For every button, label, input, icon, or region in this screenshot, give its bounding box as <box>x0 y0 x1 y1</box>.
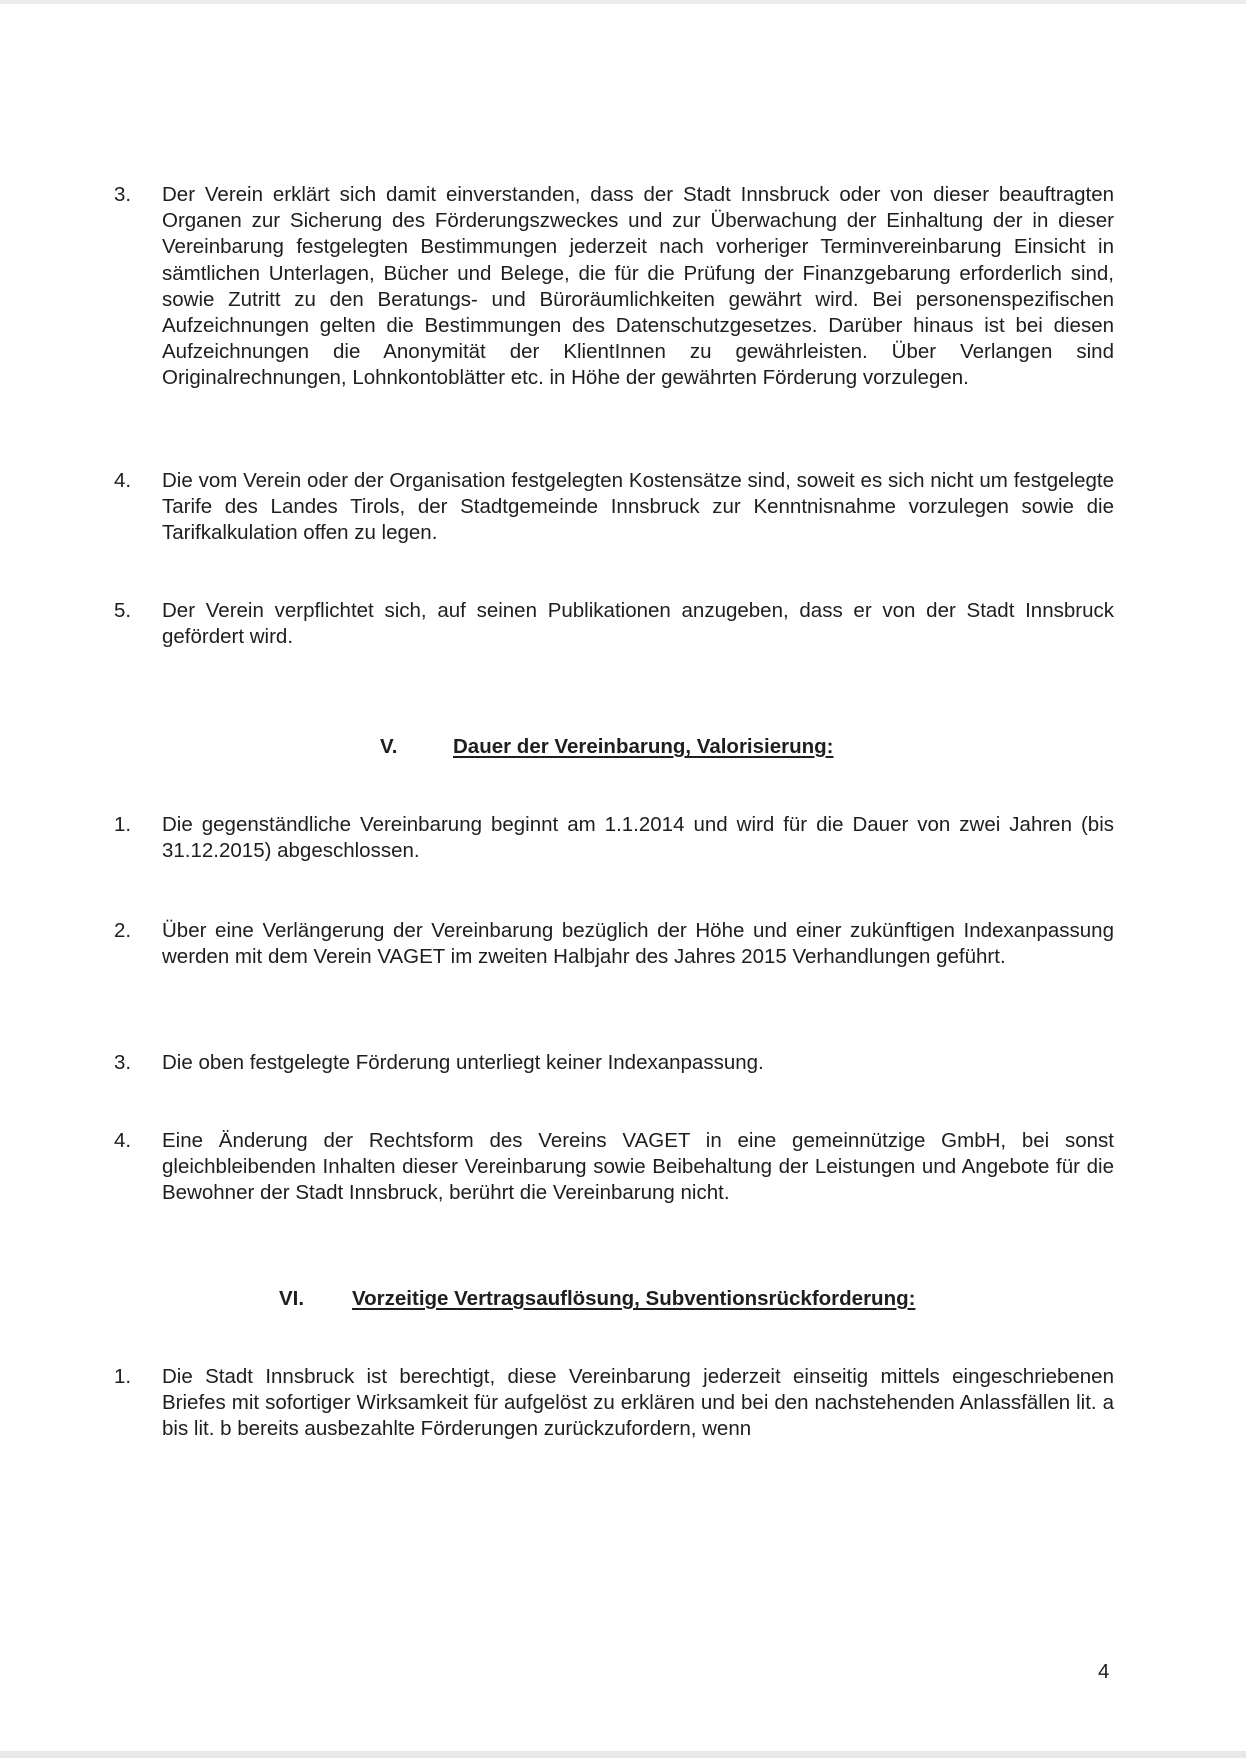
scan-edge-bottom <box>0 1751 1246 1758</box>
clause-v-4 <box>114 1128 1114 1207</box>
page-number: 4 <box>1098 1660 1110 1683</box>
section-roman-numeral: V. <box>380 735 398 758</box>
clause-iv-5 <box>114 598 1114 650</box>
clause-vi-1 <box>114 1364 1114 1443</box>
clause-number: 5. <box>114 599 132 622</box>
clause-text: Die oben festgelegte Förderung unterliegt keiner Indexanpassung. <box>162 1051 764 1074</box>
clause-text: Die vom Verein oder der Organisation festgelegten Kostensätze sind, soweit es sich nicht um festgelegte Tarife des Landes Tirols, der Stadtgemeinde Innsbruck zur Kenntnisnahme vorzulegen sowie die Tarifkalkulation offen zu legen. <box>162 469 1114 545</box>
clause-v-2 <box>114 918 1114 970</box>
clause-text: Der Verein erklärt sich damit einverstanden, dass der Stadt Innsbruck oder von dieser beauftragten Organen zur Sicherung des Förderungszweckes und zur Überwachung der Einhaltung der in dieser Vereinbarung festgelegten Bestimmungen jederzeit nach vorheriger Terminvereinbarung Einsicht in sämtlichen Unterlagen, Bücher und Belege, die für die Prüfung der Finanzgebarung erforderlich sind, sowie Zutritt zu den Beratungs- und Büroräumlichkeiten gewährt wird. Bei personenspezifischen Aufzeichnungen gelten die Bestimmungen des Datenschutzgesetzes. Darüber hinaus ist bei diesen Aufzeichnungen die Anonymität der KlientInnen zu gewährleisten. Über Verlangen sind Originalrechnungen, Lohnkontoblätter etc. in Höhe der gewährten Förderung vorzulegen. <box>162 183 1114 390</box>
section-title: Dauer der Vereinbarung, Valorisierung: <box>453 735 834 758</box>
clause-text: Der Verein verpflichtet sich, auf seinen Publikationen anzugeben, dass er von der Stadt Innsbruck gefördert wird. <box>162 599 1114 649</box>
section-title: Vorzeitige Vertragsauflösung, Subventionsrückforderung: <box>352 1287 916 1310</box>
clause-v-3 <box>114 1050 1114 1076</box>
clause-number: 3. <box>114 183 132 206</box>
clause-text: Über eine Verlängerung der Vereinbarung bezüglich der Höhe und einer zukünftigen Indexanpassung werden mit dem Verein VAGET im zweiten Halbjahr des Jahres 2015 Verhandlungen geführt. <box>162 919 1114 969</box>
section-v-heading <box>380 734 834 760</box>
clause-v-1 <box>114 812 1114 864</box>
clause-text: Die Stadt Innsbruck ist berechtigt, diese Vereinbarung jederzeit einseitig mittels eingeschriebenen Briefes mit sofortiger Wirksamkeit für aufgelöst zu erklären und bei den nachstehenden Anlassfällen lit. a bis lit. b bereits ausbezahlte Förderungen zurückzufordern, wenn <box>162 1365 1114 1441</box>
clause-number: 1. <box>114 813 132 836</box>
clause-number: 3. <box>114 1051 132 1074</box>
clause-text: Eine Änderung der Rechtsform des Vereins VAGET in eine gemeinnützige GmbH, bei sonst gleichbleibenden Inhalten dieser Vereinbarung sowie Beibehaltung der Leistungen und Angebote für die Bewohner der Stadt Innsbruck, berührt die Vereinbarung nicht. <box>162 1129 1114 1205</box>
clause-number: 1. <box>114 1365 132 1388</box>
clause-number: 4. <box>114 469 132 492</box>
clause-text: Die gegenständliche Vereinbarung beginnt am 1.1.2014 und wird für die Dauer von zwei Jahren (bis 31.12.2015) abgeschlossen. <box>162 813 1114 863</box>
clause-number: 2. <box>114 919 132 942</box>
scan-edge-top <box>0 0 1246 4</box>
clause-iv-3 <box>114 182 1114 392</box>
clause-number: 4. <box>114 1129 132 1152</box>
section-vi-heading <box>279 1286 915 1312</box>
section-roman-numeral: VI. <box>279 1287 305 1310</box>
clause-iv-4 <box>114 468 1114 547</box>
